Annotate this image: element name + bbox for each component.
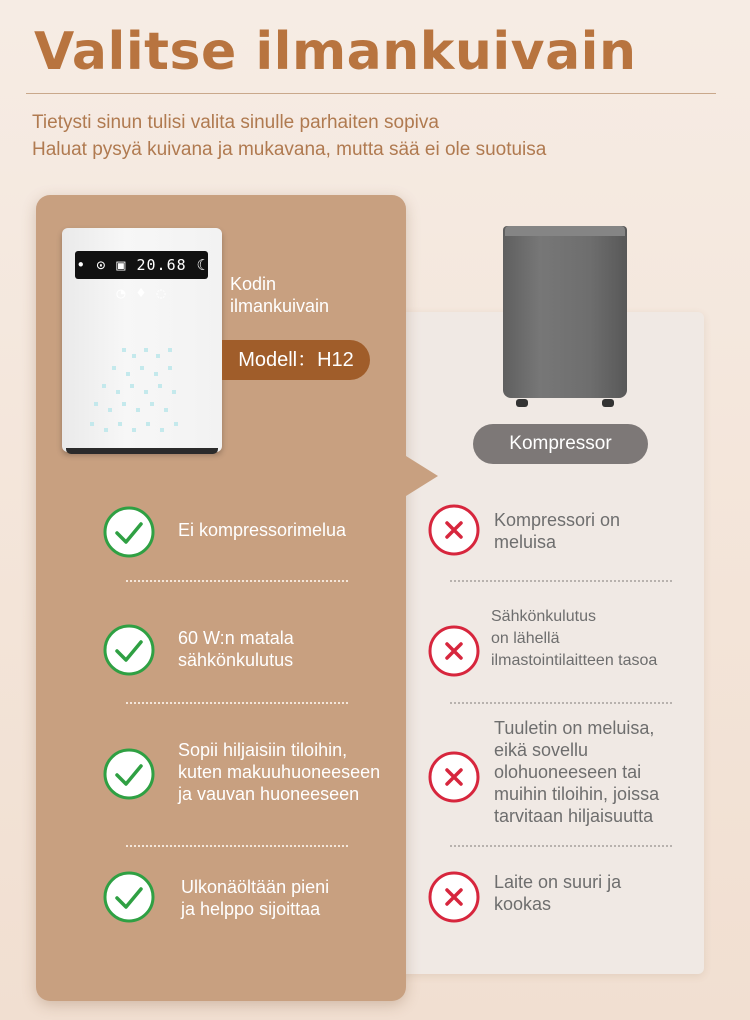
title-divider [26,93,716,94]
right-feature-4: Laite on suuri ja kookas [494,872,622,914]
dehumidifier-base [66,448,218,454]
right-divider-3 [450,845,672,847]
dehumidifier-label-line-1: Kodin [230,274,277,294]
left-divider-3 [126,845,348,847]
display-icons-left: • ⊙ ▣ [76,256,137,274]
right-feature-2: Sähkönkulutus on lähellä ilmastointilaitteen tasoa [491,608,658,669]
check-circle-icon [103,748,155,800]
compressor-top-panel [505,226,625,236]
x-circle-icon [428,871,480,923]
right-divider-1 [450,580,672,582]
left-feature-3: Sopii hiljaisiin tiloihin, kuten makuuhuoneeseen ja vauvan huoneeseen [178,740,381,804]
display-icons-right: ☾ ◔ ♦ ◌ [116,256,207,302]
check-circle-icon [103,506,155,558]
left-divider-2 [126,702,348,704]
x-circle-icon [428,504,480,556]
x-circle-icon [428,625,480,677]
right-feature-3: Tuuletin on meluisa, eikä sovellu olohuoneeseen tai muihin tiloihin, joissa tarvitaan hiljaisuutta [494,718,660,826]
left-feature-1: Ei kompressorimelua [178,520,347,540]
check-circle-icon [103,871,155,923]
x-circle-icon [428,751,480,803]
left-divider-1 [126,580,348,582]
right-feature-1: Kompressori on meluisa [494,510,621,552]
compressor-wheel-left [516,399,528,407]
right-divider-2 [450,702,672,704]
check-circle-icon [103,624,155,676]
compressor-dehumidifier-image [503,226,627,398]
dehumidifier-label-line-2: ilmankuivain [230,296,330,316]
model-badge: Modell：H12 [222,340,370,380]
left-feature-2: 60 W:n matala sähkönkulutus [178,628,294,670]
left-feature-4: Ulkonäöltään pieni ja helppo sijoittaa [181,877,330,919]
compressor-wheel-right [602,399,614,407]
page-title: Valitse ilmankuivain [34,22,637,82]
subtitle-line-2: Haluat pysyä kuivana ja mukavana, mutta sää ei ole suotuisa [32,139,547,160]
air-grille-pattern [82,340,192,440]
compressor-badge: Kompressor [473,424,648,464]
dehumidifier-display [75,251,208,302]
subtitle-line-1: Tietysti sinun tulisi valita sinulle parhaiten sopiva [32,112,439,133]
card-pointer-arrow [406,456,438,496]
dehumidifier-label [230,273,329,317]
display-reading: 20.68 [136,256,187,274]
